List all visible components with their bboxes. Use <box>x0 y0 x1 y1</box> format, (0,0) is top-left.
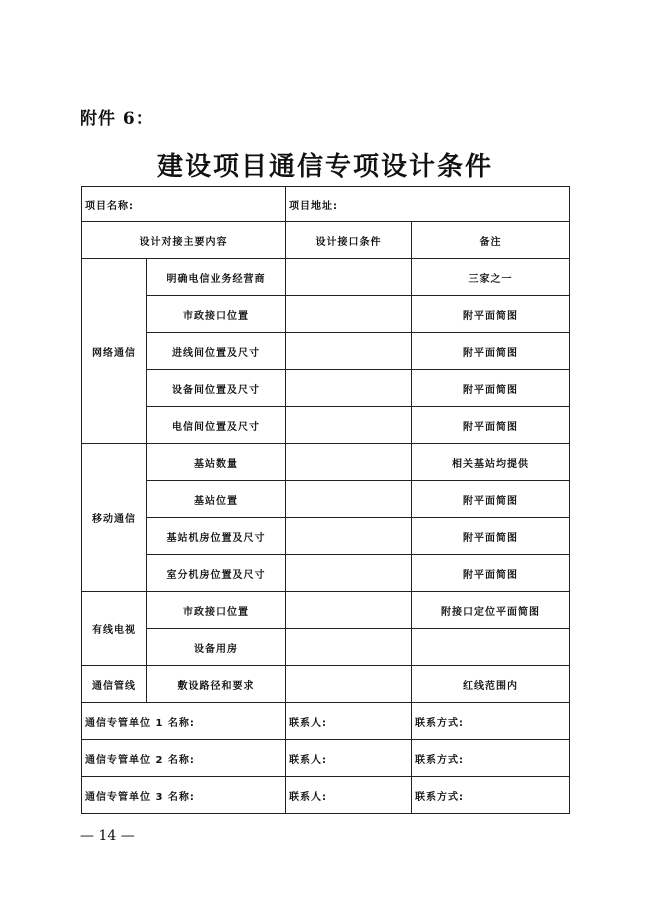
unit-contact-field[interactable]: 联系人: <box>286 740 412 777</box>
interface-cell[interactable] <box>286 666 412 703</box>
unit-name-field[interactable]: 通信专管单位 1 名称: <box>82 703 286 740</box>
remark-cell <box>412 629 570 666</box>
content-cell: 基站数量 <box>147 444 286 481</box>
project-name-field[interactable]: 项目名称: <box>82 187 286 222</box>
remark-cell: 三家之一 <box>412 259 570 296</box>
table-row <box>82 518 570 555</box>
table-row <box>82 666 570 703</box>
group-label-conduit: 通信管线 <box>82 666 147 703</box>
project-address-field[interactable]: 项目地址: <box>286 187 570 222</box>
document-title: 建设项目通信专项设计条件 <box>156 152 493 182</box>
interface-cell[interactable] <box>286 296 412 333</box>
column-header-content: 设计对接主要内容 <box>82 222 286 259</box>
table-row <box>82 555 570 592</box>
unit-method-field[interactable]: 联系方式: <box>412 777 570 814</box>
unit-name-field[interactable]: 通信专管单位 3 名称: <box>82 777 286 814</box>
remark-cell: 附平面简图 <box>412 555 570 592</box>
table-row <box>82 592 570 629</box>
column-header-row <box>82 222 570 259</box>
attachment-label: 附件 6： <box>80 109 154 129</box>
content-cell: 室分机房位置及尺寸 <box>147 555 286 592</box>
remark-cell: 红线范围内 <box>412 666 570 703</box>
page-number: — 14 — <box>80 828 135 844</box>
remark-cell: 附平面简图 <box>412 407 570 444</box>
content-cell: 设备用房 <box>147 629 286 666</box>
interface-cell[interactable] <box>286 444 412 481</box>
remark-cell: 附接口定位平面简图 <box>412 592 570 629</box>
interface-cell[interactable] <box>286 629 412 666</box>
table-row <box>82 370 570 407</box>
content-cell: 设备间位置及尺寸 <box>147 370 286 407</box>
remark-cell: 附平面简图 <box>412 296 570 333</box>
group-label-cable-tv: 有线电视 <box>82 592 147 666</box>
table-row <box>82 444 570 481</box>
content-cell: 市政接口位置 <box>147 296 286 333</box>
unit-contact-field[interactable]: 联系人: <box>286 777 412 814</box>
remark-cell: 附平面简图 <box>412 370 570 407</box>
unit-method-field[interactable]: 联系方式: <box>412 740 570 777</box>
content-cell: 敷设路径和要求 <box>147 666 286 703</box>
table-row <box>82 333 570 370</box>
interface-cell[interactable] <box>286 555 412 592</box>
interface-cell[interactable] <box>286 370 412 407</box>
content-cell: 市政接口位置 <box>147 592 286 629</box>
design-conditions-table <box>81 186 570 814</box>
remark-cell: 附平面简图 <box>412 481 570 518</box>
unit-contact-field[interactable]: 联系人: <box>286 703 412 740</box>
unit-row <box>82 740 570 777</box>
unit-name-field[interactable]: 通信专管单位 2 名称: <box>82 740 286 777</box>
column-header-interface: 设计接口条件 <box>286 222 412 259</box>
table-row <box>82 296 570 333</box>
group-label-network: 网络通信 <box>82 259 147 444</box>
group-label-mobile: 移动通信 <box>82 444 147 592</box>
remark-cell: 附平面简图 <box>412 518 570 555</box>
content-cell: 进线间位置及尺寸 <box>147 333 286 370</box>
table-row <box>82 481 570 518</box>
unit-method-field[interactable]: 联系方式: <box>412 703 570 740</box>
interface-cell[interactable] <box>286 481 412 518</box>
interface-cell[interactable] <box>286 407 412 444</box>
interface-cell[interactable] <box>286 259 412 296</box>
interface-cell[interactable] <box>286 592 412 629</box>
content-cell: 明确电信业务经营商 <box>147 259 286 296</box>
content-cell: 电信间位置及尺寸 <box>147 407 286 444</box>
remark-cell: 相关基站均提供 <box>412 444 570 481</box>
table-row <box>82 259 570 296</box>
table-row <box>82 407 570 444</box>
table-row <box>82 629 570 666</box>
interface-cell[interactable] <box>286 518 412 555</box>
unit-row <box>82 703 570 740</box>
remark-cell: 附平面简图 <box>412 333 570 370</box>
content-cell: 基站位置 <box>147 481 286 518</box>
unit-row <box>82 777 570 814</box>
interface-cell[interactable] <box>286 333 412 370</box>
project-info-row <box>82 187 570 222</box>
content-cell: 基站机房位置及尺寸 <box>147 518 286 555</box>
column-header-remarks: 备注 <box>412 222 570 259</box>
